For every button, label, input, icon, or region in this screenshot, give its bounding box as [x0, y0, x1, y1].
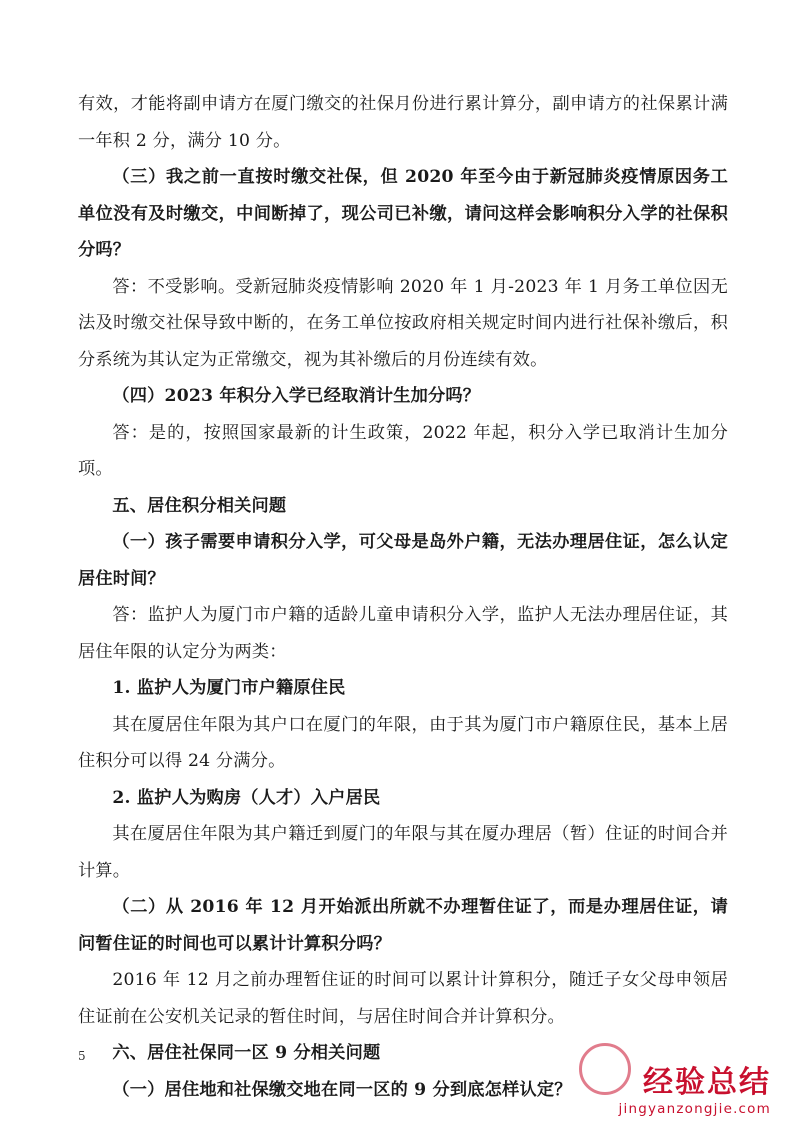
sub-heading-1: 1. 监护人为厦门市户籍原住民 — [112, 678, 346, 698]
section-heading-five: 五、居住积分相关问题 — [112, 495, 287, 516]
paragraph-13-question: （二）从 2016 年 12 月开始派出所就不办理暂住证了，而是办理居住证，请问暂住证的时间也可以累计计算积分吗？ — [78, 897, 728, 954]
paragraph-1: 有效，才能将副申请方在厦门缴交的社保月份进行累计算分，副申请方的社保累计满一年积 2 分，满分 10 分。 — [78, 94, 728, 151]
paragraph-2-question: （三）我之前一直按时缴交社保，但 2020 年至今由于新冠肺炎疫情原因务工单位没有及时缴交，中间断掉了，现公司已补缴，请问这样会影响积分入学的社保积分吗？ — [78, 167, 728, 260]
paragraph-14-body: 2016 年 12 月之前办理暂住证的时间可以累计计算积分，随迁子女父母申领居住证前在公安机关记录的暂住时间，与居住时间合并计算积分。 — [78, 970, 728, 1027]
paragraph-7-question: （一）孩子需要申请积分入学，可父母是岛外户籍，无法办理居住证，怎么认定居住时间？ — [78, 532, 728, 589]
watermark-sub-text: jingyanzongjie.com — [618, 1101, 771, 1117]
document-body — [78, 86, 728, 1108]
paragraph-8-answer: 答：监护人为厦门市户籍的适龄儿童申请积分入学，监护人无法办理居住证，其居住年限的认定分为两类： — [78, 605, 728, 662]
paragraph-10-body: 其在厦居住年限为其户口在厦门的年限，由于其为厦门市户籍原住民，基本上居住积分可以得 24 分满分。 — [78, 714, 728, 771]
paragraph-5-answer: 答：是的，按照国家最新的计生政策，2022 年起，积分入学已取消计生加分项。 — [78, 422, 728, 479]
sub-heading-2: 2. 监护人为购房（人才）入户居民 — [112, 787, 381, 808]
paragraph-16-question: （一）居住地和社保缴交地在同一区的 9 分到底怎样认定？ — [112, 1079, 572, 1100]
section-heading-six: 六、居住社保同一区 9 分相关问题 — [112, 1043, 381, 1063]
paragraph-12-body: 其在厦居住年限为其户籍迁到厦门的年限与其在厦办理居（暂）住证的时间合并计算。 — [78, 824, 728, 881]
watermark — [521, 1067, 771, 1117]
paragraph-4-question: （四）2023 年积分入学已经取消计生加分吗？ — [112, 386, 481, 406]
watermark-main-text: 经验总结 — [643, 1065, 771, 1100]
paragraph-3-answer: 答：不受影响。受新冠肺炎疫情影响 2020 年 1 月-2023 年 1 月务工单位因无法及时缴交社保导致中断的，在务工单位按政府相关规定时间内进行社保补缴后，积分系统为其认定为正常缴交，视为其补缴后的月份连续有效。 — [78, 276, 728, 370]
page-number: 5 — [78, 1049, 86, 1063]
